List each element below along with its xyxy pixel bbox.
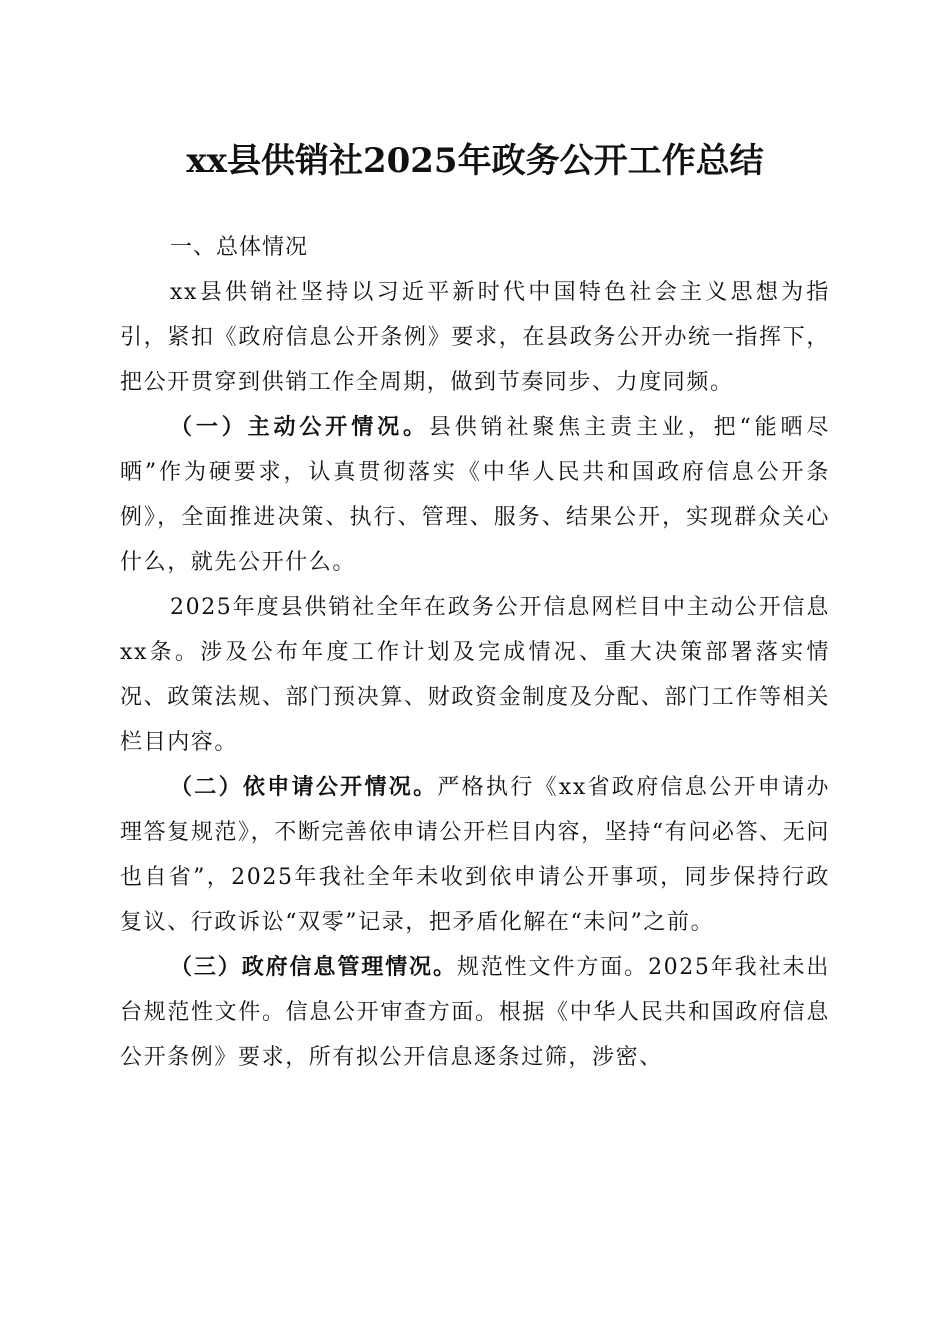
paragraph-annual-stats	[120, 585, 830, 765]
paragraph-lead: （三）政府信息管理情况。	[170, 954, 457, 980]
paragraph-request-disclosure	[120, 765, 830, 945]
paragraph-lead: （二）依申请公开情况。	[170, 774, 438, 800]
paragraph-info-management	[120, 945, 830, 1080]
paragraph-text: 严格执行《xx省政府信息公开申请办理答复规范》，不断完善依申请公开栏目内容，坚持“有问必答、无问也自省”，2025年我社全年未收到依申请公开事项，同步保持行政复议、行政诉讼“双零”记录，把矛盾化解在“未问”之前。	[120, 775, 830, 935]
paragraph-text: 2025年度县供销社全年在政务公开信息网栏目中主动公开信息xx条。涉及公布年度工作计划及完成情况、重大决策部署落实情况、政策法规、部门预决算、财政资金制度及分配、部门工作等相关栏目内容。	[120, 595, 830, 755]
paragraph-overview	[120, 270, 830, 405]
paragraph-text: xx县供销社坚持以习近平新时代中国特色社会主义思想为指引，紧扣《政府信息公开条例》要求，在县政务公开办统一指挥下，把公开贯穿到供销工作全周期，做到节奏同步、力度同频。	[120, 280, 830, 395]
section-heading: 一、总体情况	[170, 235, 309, 260]
paragraph-lead: （一）主动公开情况。	[170, 414, 429, 440]
document-title: xx县供销社2025年政务公开工作总结	[186, 141, 764, 181]
paragraph-active-disclosure	[120, 405, 830, 585]
paragraph-text: 规范性文件方面。2025年我社未出台规范性文件。信息公开审查方面。根据《中华人民共和国政府信息公开条例》要求，所有拟公开信息逐条过筛，涉密、	[120, 955, 830, 1070]
paragraph-text: 县供销社聚焦主责主业，把“能晒尽晒”作为硬要求，认真贯彻落实《中华人民共和国政府信息公开条例》，全面推进决策、执行、管理、服务、结果公开，实现群众关心什么，就先公开什么。	[120, 415, 830, 575]
document-body	[120, 226, 830, 1080]
